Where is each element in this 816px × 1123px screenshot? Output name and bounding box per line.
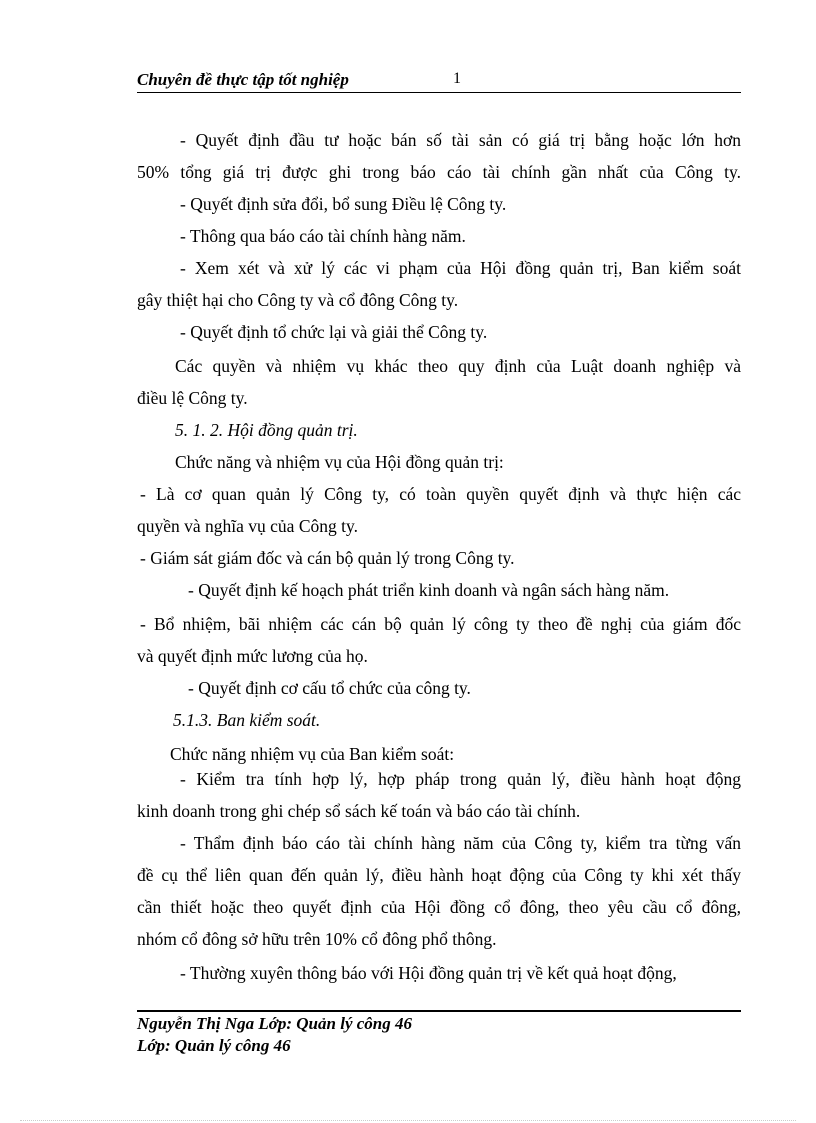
footer-rule — [137, 1010, 741, 1012]
footer-author: Nguyễn Thị Nga Lớp: Quản lý công 46 — [137, 1014, 412, 1033]
paragraph-line: Chức năng nhiệm vụ của Ban kiểm soát: — [170, 744, 455, 764]
paragraph-line: - Thường xuyên thông báo với Hội đồng quản trị về kết quả hoạt động, — [180, 963, 677, 983]
page-bottom-divider — [20, 1120, 796, 1121]
paragraph-line: - Quyết định sửa đổi, bổ sung Điều lệ Công ty. — [180, 194, 507, 214]
page-number: 1 — [453, 70, 461, 87]
paragraph-line: quyền và nghĩa vụ của Công ty. — [137, 516, 358, 536]
footer-class: Lớp: Quản lý công 46 — [137, 1036, 291, 1055]
paragraph-line: nhóm cổ đông sở hữu trên 10% cổ đông phổ thông. — [137, 929, 497, 949]
paragraph-line: Các quyền và nhiệm vụ khác theo quy định của Luật doanh nghiệp và — [175, 356, 741, 376]
paragraph-line: Chức năng và nhiệm vụ của Hội đồng quản trị: — [175, 452, 504, 472]
paragraph-line: - Giám sát giám đốc và cán bộ quản lý trong Công ty. — [140, 548, 515, 568]
page-header — [137, 68, 741, 93]
paragraph-line: - Kiểm tra tính hợp lý, hợp pháp trong quản lý, điều hành hoạt động — [180, 769, 741, 789]
header-title: Chuyên đề thực tập tốt nghiệp — [137, 70, 349, 89]
paragraph-line: - Thẩm định báo cáo tài chính hàng năm của Công ty, kiểm tra từng vấn — [180, 833, 741, 853]
paragraph-line: đề cụ thể liên quan đến quản lý, điều hành hoạt động của Công ty khi xét thấy — [137, 865, 741, 885]
paragraph-line: - Quyết định tổ chức lại và giải thể Công ty. — [180, 322, 488, 342]
paragraph-line: - Quyết định cơ cấu tổ chức của công ty. — [188, 678, 471, 698]
paragraph-line: và quyết định mức lương của họ. — [137, 646, 368, 666]
paragraph-line: - Thông qua báo cáo tài chính hàng năm. — [180, 226, 466, 246]
paragraph-line: gây thiệt hại cho Công ty và cổ đông Công ty. — [137, 290, 459, 310]
section-heading: 5.1.3. Ban kiểm soát. — [173, 710, 321, 730]
paragraph-line: - Xem xét và xử lý các vi phạm của Hội đồng quản trị, Ban kiểm soát — [180, 258, 741, 278]
paragraph-line: cần thiết hoặc theo quyết định của Hội đồng cổ đông, theo yêu cầu cổ đông, — [137, 897, 741, 917]
paragraph-line: - Quyết định đầu tư hoặc bán số tài sản có giá trị bằng hoặc lớn hơn — [180, 130, 741, 150]
paragraph-line: kinh doanh trong ghi chép sổ sách kế toán và báo cáo tài chính. — [137, 801, 581, 821]
paragraph-line: - Là cơ quan quản lý Công ty, có toàn quyền quyết định và thực hiện các — [140, 484, 741, 504]
paragraph-line: 50% tổng giá trị được ghi trong báo cáo tài chính gần nhất của Công ty. — [137, 162, 741, 182]
paragraph-line: - Bổ nhiệm, bãi nhiệm các cán bộ quản lý công ty theo đề nghị của giám đốc — [140, 614, 741, 634]
paragraph-line: điều lệ Công ty. — [137, 388, 248, 408]
section-heading: 5. 1. 2. Hội đồng quản trị. — [175, 420, 358, 440]
paragraph-line: - Quyết định kế hoạch phát triển kinh doanh và ngân sách hàng năm. — [188, 580, 670, 600]
